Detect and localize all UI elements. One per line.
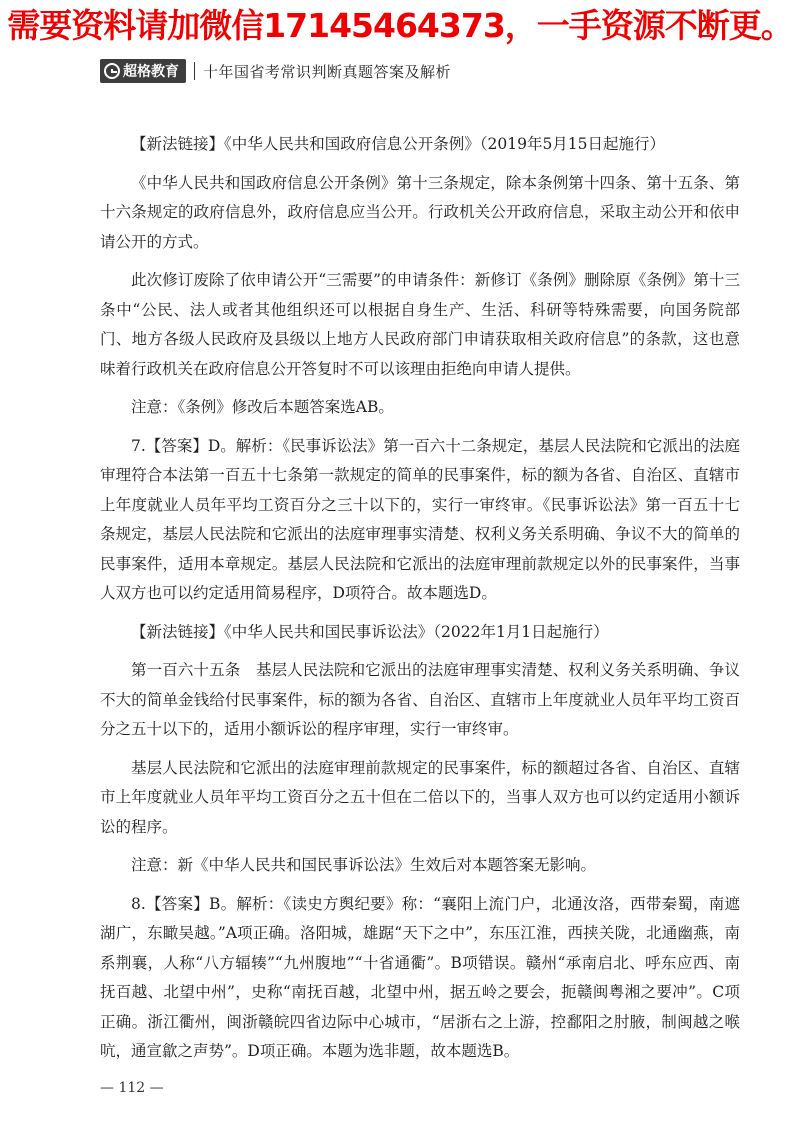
logo-icon bbox=[104, 63, 120, 79]
paragraph: 注意：《条例》修改后本题答案选AB。 bbox=[131, 398, 394, 416]
paragraph: 【新法链接】《中华人民共和国民事诉讼法》（2022年1月1日起施行） bbox=[131, 622, 609, 641]
paragraph: 此次修订废除了依申请公开“三需要”的申请条件：新修订《条例》删除原《条例》第十三条中“公民、法人或者其他组织还可以根据自身生产、生活、科研等特殊需要，向国务院部门、地方各级人民政府及县级以上地方人民政府部门申请获取相关政府信息”的条款，这也意味着行政机关在政府信息公开答复时不可以该理由拒绝向申请人提供。 bbox=[100, 271, 740, 378]
document-body bbox=[100, 130, 740, 1076]
page-header bbox=[100, 58, 451, 84]
logo-text: 超格教育 bbox=[123, 64, 179, 80]
page-number: — 112 — bbox=[100, 1080, 164, 1096]
paragraph: 8.【答案】B。解析：《读史方舆纪要》称：“襄阳上流门户，北通汝洛，西带秦蜀，南遮湖广，东瞰吴越。”A项正确。洛阳城，雄踞“天下之中”，东压江淮，西挟关陇，北通幽燕，南系荆襄，人称“八方辐辏”“九州腹地”“十省通衢”。B项错误。赣州“承南启北、呼东应西、南抚百越、北望中州”，史称“南抚百越，北望中州，据五岭之要会，扼赣闽粤湘之要冲”。C项正确。浙江衢州，闽浙赣皖四省边际中心城市，“居浙右之上游，控鄱阳之肘腋，制闽越之喉吭，通宣歙之声势”。D项正确。本题为选非题，故本题选B。 bbox=[100, 894, 740, 1060]
paragraph: 第一百六十五条 基层人民法院和它派出的法庭审理事实清楚、权利义务关系明确、争议不大的简单金钱给付民事案件，标的额为各省、自治区、直辖市上年度就业人员年平均工资百分之五十以下的，适用小额诉讼的程序审理，实行一审终审。 bbox=[100, 661, 740, 738]
book-title: 十年国省考常识判断真题答案及解析 bbox=[203, 62, 452, 81]
paragraph: 7.【答案】D。解析：《民事诉讼法》第一百六十二条规定，基层人民法院和它派出的法庭审理符合本法第一百五十七条第一款规定的简单的民事案件，标的额为各省、自治区、直辖市上年度就业人员年平均工资百分之三十以下的，实行一审终审。《民事诉讼法》第一百五十七条规定，基层人民法院和它派出的法庭审理事实清楚、权利义务关系明确、争议不大的简单的民事案件，适用本章规定。基层人民法院和它派出的法庭审理前款规定以外的民事案件，当事人双方也可以约定适用简易程序，D项符合。故本题选D。 bbox=[100, 436, 740, 602]
header-divider bbox=[194, 62, 195, 80]
paragraph: 【新法链接】《中华人民共和国政府信息公开条例》（2019年5月15日起施行） bbox=[131, 135, 666, 153]
paragraph: 基层人民法院和它派出的法庭审理前款规定的民事案件，标的额超过各省、自治区、直辖市上年度就业人员年平均工资百分之五十但在二倍以下的，当事人双方也可以约定适用小额诉讼的程序。 bbox=[100, 758, 740, 836]
publisher-logo bbox=[100, 59, 186, 83]
paragraph: 《中华人民共和国政府信息公开条例》第十三条规定，除本条例第十四条、第十五条、第十六条规定的政府信息外，政府信息应当公开。行政机关公开政府信息，采取主动公开和依申请公开的方式。 bbox=[100, 173, 740, 251]
watermark-banner: 需要资料请加微信17145464373，一手资源不断更。 bbox=[7, 6, 793, 45]
paragraph: 注意：新《中华人民共和国民事诉讼法》生效后对本题答案无影响。 bbox=[131, 856, 597, 874]
